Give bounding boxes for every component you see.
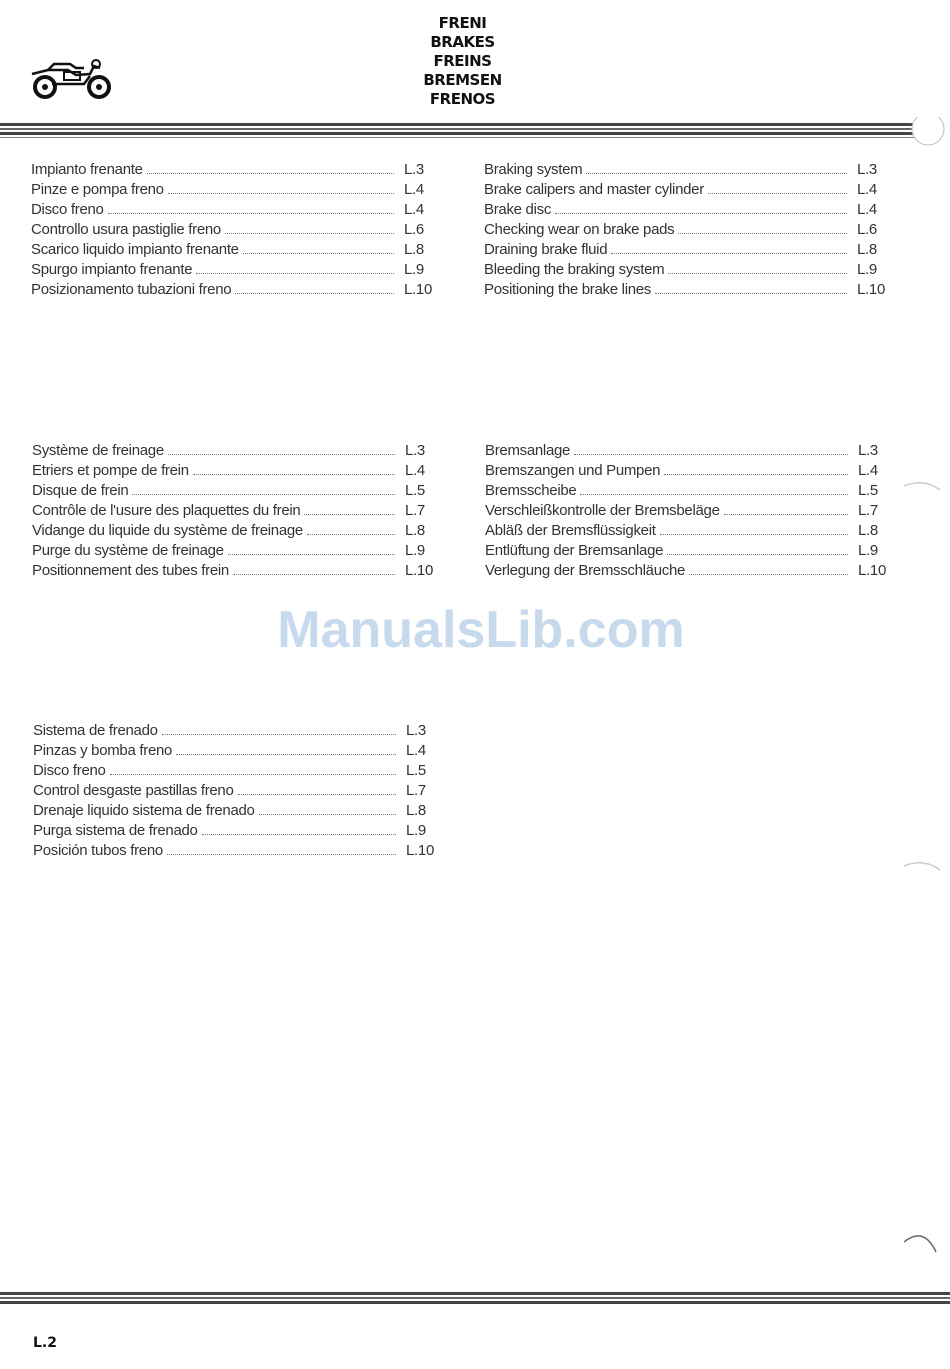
toc-label: Bremszangen und Pumpen <box>485 462 661 479</box>
toc-german <box>485 441 890 581</box>
toc-label: Verlegung der Bremsschläuche <box>485 562 686 579</box>
title-italian: FRENI <box>438 14 487 32</box>
toc-label: Verschleißkontrolle der Bremsbeläge <box>485 502 720 519</box>
toc-spanish <box>33 721 438 861</box>
toc-page: L.9 <box>857 261 877 278</box>
toc-row <box>31 180 436 200</box>
toc-row <box>31 200 436 220</box>
toc-label: Purga sistema de frenado <box>33 822 198 839</box>
toc-row <box>33 781 438 801</box>
toc-row <box>33 721 438 741</box>
toc-page: L.4 <box>857 181 877 198</box>
toc-row <box>485 501 890 521</box>
toc-label: Abläß der Bremsflüssigkeit <box>485 522 656 539</box>
toc-row <box>32 481 437 501</box>
title-french: FREINS <box>433 52 492 70</box>
toc-label: Disco freno <box>31 201 104 218</box>
toc-label: Disque de frein <box>32 482 129 499</box>
toc-page: L.4 <box>404 181 424 198</box>
punch-hole-mark <box>900 1228 950 1258</box>
page-title-block <box>0 14 925 109</box>
toc-row <box>485 561 890 581</box>
toc-row <box>31 240 436 260</box>
toc-label: Entlüftung der Bremsanlage <box>485 542 664 559</box>
toc-row <box>31 160 436 180</box>
toc-label: Positionnement des tubes frein <box>32 562 229 579</box>
toc-page: L.4 <box>858 462 878 479</box>
toc-page: L.9 <box>404 261 424 278</box>
punch-hole-mark <box>900 478 950 498</box>
toc-page: L.4 <box>404 201 424 218</box>
toc-row <box>484 280 889 300</box>
toc-page: L.10 <box>858 562 886 579</box>
toc-label: Positioning the brake lines <box>484 281 652 298</box>
toc-page: L.8 <box>857 241 877 258</box>
toc-label: Checking wear on brake pads <box>484 221 675 238</box>
toc-label: Drenaje liquido sistema de frenado <box>33 802 255 819</box>
toc-page: L.7 <box>406 782 426 799</box>
toc-page: L.9 <box>406 822 426 839</box>
toc-row <box>31 220 436 240</box>
toc-row <box>485 521 890 541</box>
toc-page: L.5 <box>405 482 425 499</box>
watermark: ManualsLib.com <box>277 601 685 659</box>
toc-page: L.8 <box>404 241 424 258</box>
toc-label: Brake disc <box>484 201 552 218</box>
toc-page: L.4 <box>405 462 425 479</box>
toc-row <box>33 801 438 821</box>
toc-label: Sistema de frenado <box>33 722 158 739</box>
toc-page: L.4 <box>857 201 877 218</box>
toc-row <box>31 260 436 280</box>
title-spanish: FRENOS <box>429 90 496 108</box>
toc-row <box>31 280 436 300</box>
toc-page: L.3 <box>405 442 425 459</box>
toc-row <box>485 461 890 481</box>
toc-label: Spurgo impianto frenante <box>31 261 193 278</box>
toc-label: Control desgaste pastillas freno <box>33 782 234 799</box>
toc-label: Controllo usura pastiglie freno <box>31 221 221 238</box>
toc-label: Draining brake fluid <box>484 241 608 258</box>
toc-page: L.6 <box>857 221 877 238</box>
toc-row <box>484 260 889 280</box>
toc-label: Contrôle de l'usure des plaquettes du frein <box>32 502 301 519</box>
toc-row <box>484 160 889 180</box>
title-german: BREMSEN <box>423 71 502 89</box>
toc-row <box>33 821 438 841</box>
toc-page: L.6 <box>404 221 424 238</box>
toc-label: Impianto frenante <box>31 161 143 178</box>
toc-row <box>32 501 437 521</box>
toc-page: L.9 <box>858 542 878 559</box>
toc-label: Système de freinage <box>32 442 164 459</box>
toc-label: Bleeding the braking system <box>484 261 665 278</box>
toc-label: Brake calipers and master cylinder <box>484 181 704 198</box>
motorcycle-icon <box>28 56 114 107</box>
toc-label: Pinze e pompa freno <box>31 181 164 198</box>
toc-italian <box>31 160 436 300</box>
toc-english <box>484 160 889 300</box>
toc-row <box>32 461 437 481</box>
toc-row <box>485 541 890 561</box>
toc-label: Bremsanlage <box>485 442 571 459</box>
toc-label: Etriers et pompe de frein <box>32 462 189 479</box>
toc-row <box>484 220 889 240</box>
toc-row <box>33 741 438 761</box>
header-divider <box>0 123 950 139</box>
toc-label: Bremsscheibe <box>485 482 577 499</box>
toc-row <box>485 481 890 501</box>
toc-french <box>32 441 437 581</box>
toc-page: L.10 <box>857 281 885 298</box>
toc-row <box>32 521 437 541</box>
toc-page: L.3 <box>404 161 424 178</box>
title-english: BRAKES <box>430 33 495 51</box>
toc-page: L.7 <box>405 502 425 519</box>
toc-page: L.5 <box>858 482 878 499</box>
toc-page: L.3 <box>858 442 878 459</box>
toc-page: L.5 <box>406 762 426 779</box>
toc-page: L.10 <box>406 842 434 859</box>
toc-page: L.8 <box>406 802 426 819</box>
toc-row <box>32 561 437 581</box>
toc-label: Disco freno <box>33 762 106 779</box>
toc-page: L.7 <box>858 502 878 519</box>
toc-row <box>33 761 438 781</box>
toc-page: L.3 <box>857 161 877 178</box>
toc-label: Posizionamento tubazioni freno <box>31 281 232 298</box>
toc-page: L.10 <box>405 562 433 579</box>
toc-page: L.10 <box>404 281 432 298</box>
toc-label: Scarico liquido impianto frenante <box>31 241 239 258</box>
toc-row <box>484 180 889 200</box>
toc-label: Braking system <box>484 161 583 178</box>
toc-page: L.8 <box>858 522 878 539</box>
toc-row <box>485 441 890 461</box>
page-number: L.2 <box>33 1335 57 1351</box>
toc-label: Posición tubos freno <box>33 842 163 859</box>
toc-row <box>32 541 437 561</box>
toc-row <box>33 841 438 861</box>
toc-page: L.9 <box>405 542 425 559</box>
toc-row <box>484 200 889 220</box>
toc-row <box>32 441 437 461</box>
toc-label: Vidange du liquide du système de freinage <box>32 522 303 539</box>
toc-page: L.3 <box>406 722 426 739</box>
toc-page: L.4 <box>406 742 426 759</box>
punch-hole-mark <box>900 858 950 878</box>
toc-page: L.8 <box>405 522 425 539</box>
toc-row <box>484 240 889 260</box>
toc-label: Purge du système de freinage <box>32 542 224 559</box>
toc-label: Pinzas y bomba freno <box>33 742 173 759</box>
footer-divider <box>0 1292 950 1308</box>
